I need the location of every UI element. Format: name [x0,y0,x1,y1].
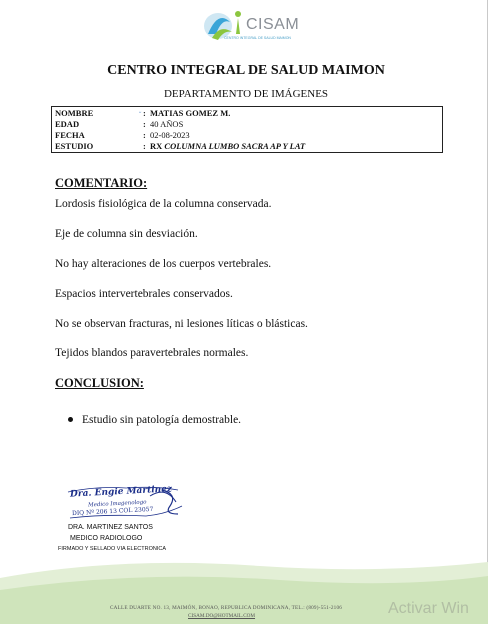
comment-line: Tejidos blandos paravertebrales normales. [55,347,249,359]
comment-heading: COMENTARIO: [55,176,148,190]
info-label: NOMBRE [55,108,94,118]
department-label: DEPARTAMENTO DE IMÁGENES [163,88,329,100]
activation-watermark: Activar Win [388,600,469,617]
info-colon: : [143,119,146,129]
page-title: CENTRO INTEGRAL DE SALUD MAIMON [107,63,385,78]
footer-email: CISAM.DO@HOTMAIL.COM [188,613,256,619]
info-value: 40 AÑOS [150,119,184,129]
stamp-id: DIQ Nº 206 13 COL 23057 [71,505,154,518]
info-value: MATIAS GOMEZ M. [150,108,231,118]
spellcheck-mark-icon: ᵕ [139,108,142,117]
info-value [150,141,305,151]
stamp-name: Dra. Engie Martinez [69,484,173,500]
stamp-role: Medico Imagenologo [87,499,147,509]
info-label: ESTUDIO [55,141,94,151]
info-colon: : [143,130,146,140]
doctor-name: DRA. MARTINEZ SANTOS [68,524,153,531]
comment-line: No se observan fracturas, ni lesiones líticas o blásticas. [55,318,308,330]
info-colon: : [143,141,146,151]
comment-line: Lordosis fisiológica de la columna conservada. [55,198,272,210]
doctor-title: MEDICO RADIOLOGO [70,535,143,542]
footer-address: CALLE DUARTE NO. 13, MAIMÓN, BONAO, REPUBLICA DOMINICANA, TEL.: (809)-551-2106 [110,605,343,611]
info-colon: : [143,108,146,118]
info-value: 02-08-2023 [150,130,190,140]
signature-note: FIRMADO Y SELLADO VIA ELECTRONICA [58,546,166,552]
logo-subtext: CENTRO INTEGRAL DE SALUD MAIMON [224,36,291,40]
comment-line: No hay alteraciones de los cuerpos vertebrales. [55,258,272,270]
comment-line: Espacios intervertebrales conservados. [55,288,233,300]
conclusion-heading: CONCLUSION: [55,376,144,390]
conclusion-item [68,414,241,426]
study-prefix: RX [150,141,165,151]
study-name: COLUMNA LUMBO SACRA AP Y LAT [164,141,306,151]
logo-wordmark: CISAM [246,16,300,33]
info-label: EDAD [55,119,80,129]
bullet-icon [68,417,73,422]
patient-info-table [51,106,443,153]
comment-line: Eje de columna sin desviación. [55,228,198,240]
conclusion-text: Estudio sin patología demostrable. [82,414,242,426]
info-label: FECHA [55,130,85,140]
